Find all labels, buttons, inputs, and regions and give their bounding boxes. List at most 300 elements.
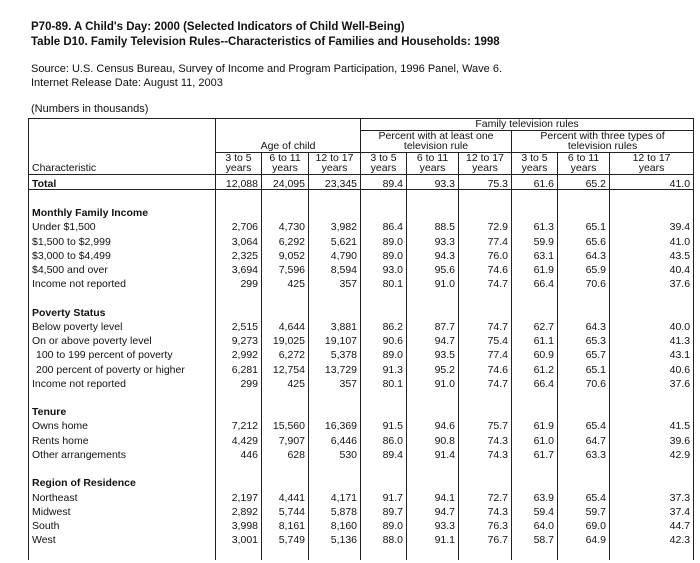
table-cell: 3,001 xyxy=(216,531,262,545)
table-cell: 74.6 xyxy=(459,261,512,275)
table-cell: 3,064 xyxy=(216,233,262,247)
table-cell: 95.2 xyxy=(407,361,459,375)
spacer-cell xyxy=(459,546,512,560)
spacer-cell xyxy=(262,290,309,304)
spacer-cell xyxy=(610,290,694,304)
column-header-age: 12 to 17 xyxy=(610,152,694,163)
row-label: West xyxy=(29,531,216,545)
table-cell: 40.4 xyxy=(610,261,694,275)
spacer-cell xyxy=(309,546,361,560)
units-note: (Numbers in thousands) xyxy=(31,103,149,115)
spacer-cell xyxy=(459,460,512,474)
row-label: Owns home xyxy=(29,418,216,432)
column-header-unit: years xyxy=(216,163,262,174)
table-cell: 24,095 xyxy=(262,174,309,190)
table-cell: 2,325 xyxy=(216,247,262,261)
table-cell: 37.6 xyxy=(610,276,694,290)
spacer-cell xyxy=(309,190,361,205)
header-spacer xyxy=(29,119,216,131)
spacer-cell xyxy=(216,190,262,205)
row-label: 200 percent of poverty or higher xyxy=(29,361,216,375)
table-cell: 41.0 xyxy=(610,174,694,190)
spacer-cell xyxy=(361,190,407,205)
table-cell: 7,596 xyxy=(262,261,309,275)
spacer-cell xyxy=(407,204,459,218)
spacer-cell xyxy=(361,475,407,489)
table-cell: 91.5 xyxy=(361,418,407,432)
table-cell: 61.1 xyxy=(512,332,558,346)
table-cell: 76.7 xyxy=(459,531,512,545)
table-cell: 2,515 xyxy=(216,318,262,332)
table-cell: 41.5 xyxy=(610,418,694,432)
table-cell: 74.3 xyxy=(459,446,512,460)
spacer-cell xyxy=(512,190,558,205)
row-label: Total xyxy=(29,174,216,190)
table-cell: 19,107 xyxy=(309,332,361,346)
table-cell: 43.5 xyxy=(610,247,694,261)
row-label: Income not reported xyxy=(29,276,216,290)
table-cell: 90.6 xyxy=(361,332,407,346)
table-cell: 43.1 xyxy=(610,347,694,361)
table-cell: 6,292 xyxy=(262,233,309,247)
row-label: Other arrangements xyxy=(29,446,216,460)
table-title: Table D10. Family Television Rules--Characteristics of Families and Households: 1998 xyxy=(31,36,500,48)
spacer-cell xyxy=(512,389,558,403)
spacer-cell xyxy=(407,404,459,418)
spacer-cell xyxy=(558,290,610,304)
data-row xyxy=(29,489,694,503)
spacer-row xyxy=(29,190,694,205)
column-header-age: 6 to 11 xyxy=(558,152,610,163)
table-cell: 8,161 xyxy=(262,517,309,531)
data-row xyxy=(29,318,694,332)
column-header-age: 3 to 5 xyxy=(512,152,558,163)
column-header-age: 6 to 11 xyxy=(262,152,309,163)
spacer-cell xyxy=(407,475,459,489)
spacer-cell xyxy=(610,546,694,560)
table-cell: 93.5 xyxy=(407,347,459,361)
spacer-cell xyxy=(558,460,610,474)
table-cell: 93.3 xyxy=(407,174,459,190)
data-row xyxy=(29,261,694,275)
table-cell: 39.6 xyxy=(610,432,694,446)
table-cell: 446 xyxy=(216,446,262,460)
table-cell: 80.1 xyxy=(361,375,407,389)
table-cell: 58.7 xyxy=(512,531,558,545)
spacer-cell xyxy=(610,304,694,318)
spacer-cell xyxy=(558,190,610,205)
spacer-cell xyxy=(309,290,361,304)
data-row xyxy=(29,375,694,389)
spacer-cell xyxy=(512,304,558,318)
table-cell: 4,644 xyxy=(262,318,309,332)
spacer-cell xyxy=(262,204,309,218)
table-cell: 6,446 xyxy=(309,432,361,446)
row-label: South xyxy=(29,517,216,531)
spacer-cell xyxy=(558,389,610,403)
table-cell: 86.2 xyxy=(361,318,407,332)
table-cell: 63.9 xyxy=(512,489,558,503)
table-cell: 42.3 xyxy=(610,531,694,545)
table-cell: 76.0 xyxy=(459,247,512,261)
column-header-unit: years xyxy=(512,163,558,174)
data-row xyxy=(29,531,694,545)
table-cell: 72.7 xyxy=(459,489,512,503)
table-cell: 5,749 xyxy=(262,531,309,545)
section-title-row xyxy=(29,304,694,318)
spacer-cell xyxy=(309,304,361,318)
table-cell: 63.3 xyxy=(558,446,610,460)
table-cell: 6,281 xyxy=(216,361,262,375)
row-label: $1,500 to $2,999 xyxy=(29,233,216,247)
characteristic-header: Characteristic xyxy=(29,163,216,174)
table-cell: 299 xyxy=(216,375,262,389)
table-cell: 6,272 xyxy=(262,347,309,361)
spacer-cell xyxy=(610,460,694,474)
table-cell: 64.0 xyxy=(512,517,558,531)
group-age-of-child: Age of child xyxy=(216,141,361,152)
spacer-cell xyxy=(262,404,309,418)
spacer-cell xyxy=(262,190,309,205)
spacer-cell xyxy=(216,404,262,418)
table-cell: 16,369 xyxy=(309,418,361,432)
spacer-cell xyxy=(262,546,309,560)
table-cell: 91.7 xyxy=(361,489,407,503)
row-label: Rents home xyxy=(29,432,216,446)
column-header-unit: years xyxy=(459,163,512,174)
row-label: 100 to 199 percent of poverty xyxy=(29,347,216,361)
spacer-cell xyxy=(361,404,407,418)
group-three-types: Percent with three types of xyxy=(512,130,694,141)
table-cell: 2,892 xyxy=(216,503,262,517)
table-cell: 5,136 xyxy=(309,531,361,545)
table-cell: 70.6 xyxy=(558,375,610,389)
table-cell: 91.0 xyxy=(407,375,459,389)
spacer-cell xyxy=(512,290,558,304)
table-cell: 9,052 xyxy=(262,247,309,261)
spacer-cell xyxy=(512,460,558,474)
header-spacer xyxy=(216,130,361,141)
spacer-cell xyxy=(459,475,512,489)
section-title-row xyxy=(29,404,694,418)
group-at-least-one-line2: television rule xyxy=(361,141,512,152)
table-cell: 3,881 xyxy=(309,318,361,332)
table-cell: 91.0 xyxy=(407,276,459,290)
table-cell: 90.8 xyxy=(407,432,459,446)
data-row xyxy=(29,276,694,290)
spacer-cell xyxy=(309,475,361,489)
table-cell: 23,345 xyxy=(309,174,361,190)
report-title: P70-89. A Child's Day: 2000 (Selected Indicators of Child Well-Being) xyxy=(31,21,405,33)
table-cell: 357 xyxy=(309,375,361,389)
data-row xyxy=(29,361,694,375)
group-at-least-one: Percent with at least one xyxy=(361,130,512,141)
table-cell: 65.7 xyxy=(558,347,610,361)
table-cell: 2,197 xyxy=(216,489,262,503)
spacer-cell xyxy=(610,190,694,205)
section-title: Poverty Status xyxy=(29,304,216,318)
spacer-cell xyxy=(610,204,694,218)
section-title: Region of Residence xyxy=(29,475,216,489)
data-row xyxy=(29,332,694,346)
table-cell: 8,594 xyxy=(309,261,361,275)
table-cell: 72.9 xyxy=(459,219,512,233)
spacer-cell xyxy=(558,404,610,418)
table-cell: 94.6 xyxy=(407,418,459,432)
table-cell: 76.3 xyxy=(459,517,512,531)
table-cell: 89.0 xyxy=(361,347,407,361)
column-header-unit: years xyxy=(361,163,407,174)
row-label: $3,000 to $4,499 xyxy=(29,247,216,261)
table-cell: 94.7 xyxy=(407,332,459,346)
spacer-cell xyxy=(309,389,361,403)
table-cell: 61.2 xyxy=(512,361,558,375)
table-cell: 75.4 xyxy=(459,332,512,346)
table-cell: 91.3 xyxy=(361,361,407,375)
table-cell: 86.0 xyxy=(361,432,407,446)
spacer-cell xyxy=(262,475,309,489)
tv-rules-table xyxy=(28,118,694,560)
spacer-cell xyxy=(459,190,512,205)
table-cell: 425 xyxy=(262,375,309,389)
table-cell: 74.7 xyxy=(459,276,512,290)
table-cell: 3,998 xyxy=(216,517,262,531)
table-cell: 4,429 xyxy=(216,432,262,446)
spacer-cell xyxy=(361,546,407,560)
group-three-types-line2: television rules xyxy=(512,141,694,152)
spacer-cell xyxy=(216,389,262,403)
table-cell: 89.0 xyxy=(361,517,407,531)
data-row xyxy=(29,517,694,531)
spacer-cell xyxy=(216,546,262,560)
spacer-cell xyxy=(459,290,512,304)
table-cell: 61.9 xyxy=(512,418,558,432)
table-cell: 60.9 xyxy=(512,347,558,361)
source-line: Source: U.S. Census Bureau, Survey of Income and Program Participation, 1996 Panel, Wave 6. xyxy=(31,63,503,75)
spacer-cell xyxy=(29,389,216,403)
table-cell: 4,441 xyxy=(262,489,309,503)
spacer-cell xyxy=(558,204,610,218)
header-spacer xyxy=(29,152,216,163)
table-cell: 5,621 xyxy=(309,233,361,247)
table-cell: 74.3 xyxy=(459,432,512,446)
spacer-cell xyxy=(29,290,216,304)
spacer-row xyxy=(29,290,694,304)
table-cell: 77.4 xyxy=(459,347,512,361)
header-spacer xyxy=(29,141,216,152)
table-cell: 61.9 xyxy=(512,261,558,275)
table-cell: 59.4 xyxy=(512,503,558,517)
table-cell: 12,088 xyxy=(216,174,262,190)
table-cell: 61.3 xyxy=(512,219,558,233)
table-cell: 93.3 xyxy=(407,517,459,531)
spacer-cell xyxy=(512,204,558,218)
table-cell: 70.6 xyxy=(558,276,610,290)
column-header-unit: years xyxy=(558,163,610,174)
table-cell: 44.7 xyxy=(610,517,694,531)
row-label: $4,500 and over xyxy=(29,261,216,275)
table-cell: 66.4 xyxy=(512,375,558,389)
section-title: Monthly Family Income xyxy=(29,204,216,218)
spacer-cell xyxy=(309,460,361,474)
table-cell: 628 xyxy=(262,446,309,460)
header-spacer xyxy=(29,130,216,141)
spacer-cell xyxy=(262,389,309,403)
spacer-cell xyxy=(361,389,407,403)
header-spacer xyxy=(216,119,361,131)
row-label: Below poverty level xyxy=(29,318,216,332)
table-cell: 64.7 xyxy=(558,432,610,446)
spacer-cell xyxy=(610,404,694,418)
table-cell: 357 xyxy=(309,276,361,290)
column-header-age: 3 to 5 xyxy=(361,152,407,163)
spacer-cell xyxy=(512,404,558,418)
spacer-cell xyxy=(262,304,309,318)
table-cell: 37.4 xyxy=(610,503,694,517)
spacer-cell xyxy=(407,290,459,304)
column-header-unit: years xyxy=(610,163,694,174)
table-cell: 7,907 xyxy=(262,432,309,446)
table-cell: 75.3 xyxy=(459,174,512,190)
table-cell: 13,729 xyxy=(309,361,361,375)
table-cell: 89.4 xyxy=(361,174,407,190)
table-cell: 75.7 xyxy=(459,418,512,432)
table-cell: 61.6 xyxy=(512,174,558,190)
spacer-row xyxy=(29,546,694,560)
spacer-cell xyxy=(512,546,558,560)
column-header-age: 12 to 17 xyxy=(459,152,512,163)
data-row xyxy=(29,503,694,517)
column-header-unit: years xyxy=(262,163,309,174)
table-cell: 65.6 xyxy=(558,233,610,247)
table-cell: 5,744 xyxy=(262,503,309,517)
spacer-cell xyxy=(29,546,216,560)
spacer-row xyxy=(29,460,694,474)
spacer-cell xyxy=(361,290,407,304)
column-header-age: 6 to 11 xyxy=(407,152,459,163)
spacer-cell xyxy=(361,204,407,218)
table-cell: 74.6 xyxy=(459,361,512,375)
data-row xyxy=(29,247,694,261)
table-cell: 4,171 xyxy=(309,489,361,503)
spacer-cell xyxy=(262,460,309,474)
spacer-cell xyxy=(407,190,459,205)
table-cell: 94.1 xyxy=(407,489,459,503)
table-cell: 42.9 xyxy=(610,446,694,460)
spacer-cell xyxy=(459,404,512,418)
table-cell: 94.3 xyxy=(407,247,459,261)
table-cell: 12,754 xyxy=(262,361,309,375)
table-cell: 5,878 xyxy=(309,503,361,517)
table-cell: 91.1 xyxy=(407,531,459,545)
table-cell: 65.4 xyxy=(558,489,610,503)
table-cell: 8,160 xyxy=(309,517,361,531)
spacer-cell xyxy=(216,204,262,218)
row-label: Under $1,500 xyxy=(29,219,216,233)
table-cell: 89.0 xyxy=(361,233,407,247)
spacer-cell xyxy=(558,475,610,489)
spacer-row xyxy=(29,389,694,403)
table-cell: 94.7 xyxy=(407,503,459,517)
spacer-cell xyxy=(610,389,694,403)
table-cell: 59.7 xyxy=(558,503,610,517)
table-cell: 5,378 xyxy=(309,347,361,361)
spacer-cell xyxy=(558,546,610,560)
spacer-cell xyxy=(216,460,262,474)
data-row xyxy=(29,347,694,361)
table-cell: 86.4 xyxy=(361,219,407,233)
spacer-cell xyxy=(361,304,407,318)
table-cell: 37.3 xyxy=(610,489,694,503)
table-cell: 65.1 xyxy=(558,219,610,233)
table-cell: 64.3 xyxy=(558,318,610,332)
table-cell: 89.7 xyxy=(361,503,407,517)
spacer-cell xyxy=(216,304,262,318)
table-cell: 299 xyxy=(216,276,262,290)
table-cell: 39.4 xyxy=(610,219,694,233)
table-cell: 2,706 xyxy=(216,219,262,233)
data-row xyxy=(29,432,694,446)
column-header-age: 12 to 17 xyxy=(309,152,361,163)
table-cell: 65.1 xyxy=(558,361,610,375)
table-cell: 65.4 xyxy=(558,418,610,432)
spacer-cell xyxy=(512,475,558,489)
table-cell: 19,025 xyxy=(262,332,309,346)
column-header-age: 3 to 5 xyxy=(216,152,262,163)
column-header-unit: years xyxy=(407,163,459,174)
table-cell: 74.3 xyxy=(459,503,512,517)
spacer-cell xyxy=(459,389,512,403)
table-cell: 77.4 xyxy=(459,233,512,247)
spacer-cell xyxy=(309,204,361,218)
table-cell: 93.3 xyxy=(407,233,459,247)
table-cell: 74.7 xyxy=(459,318,512,332)
table-cell: 66.4 xyxy=(512,276,558,290)
table-cell: 15,560 xyxy=(262,418,309,432)
spacer-cell xyxy=(29,190,216,205)
table-cell: 37.6 xyxy=(610,375,694,389)
section-title-row xyxy=(29,475,694,489)
table-cell: 64.3 xyxy=(558,247,610,261)
row-label: Northeast xyxy=(29,489,216,503)
spacer-cell xyxy=(407,460,459,474)
table-cell: 7,212 xyxy=(216,418,262,432)
section-title: Tenure xyxy=(29,404,216,418)
row-label: Midwest xyxy=(29,503,216,517)
table-cell: 425 xyxy=(262,276,309,290)
table-cell: 530 xyxy=(309,446,361,460)
section-title-row xyxy=(29,204,694,218)
spacer-cell xyxy=(216,475,262,489)
spacer-cell xyxy=(309,404,361,418)
table-cell: 3,982 xyxy=(309,219,361,233)
spacer-cell xyxy=(610,475,694,489)
spacer-cell xyxy=(459,204,512,218)
total-row xyxy=(29,174,694,190)
table-cell: 41.3 xyxy=(610,332,694,346)
table-cell: 40.6 xyxy=(610,361,694,375)
table-cell: 74.7 xyxy=(459,375,512,389)
spacer-cell xyxy=(407,389,459,403)
spacer-cell xyxy=(407,546,459,560)
table-cell: 63.1 xyxy=(512,247,558,261)
data-row xyxy=(29,418,694,432)
table-cell: 2,992 xyxy=(216,347,262,361)
table-cell: 64.9 xyxy=(558,531,610,545)
table-cell: 65.3 xyxy=(558,332,610,346)
spacer-cell xyxy=(29,460,216,474)
column-header-unit: years xyxy=(309,163,361,174)
